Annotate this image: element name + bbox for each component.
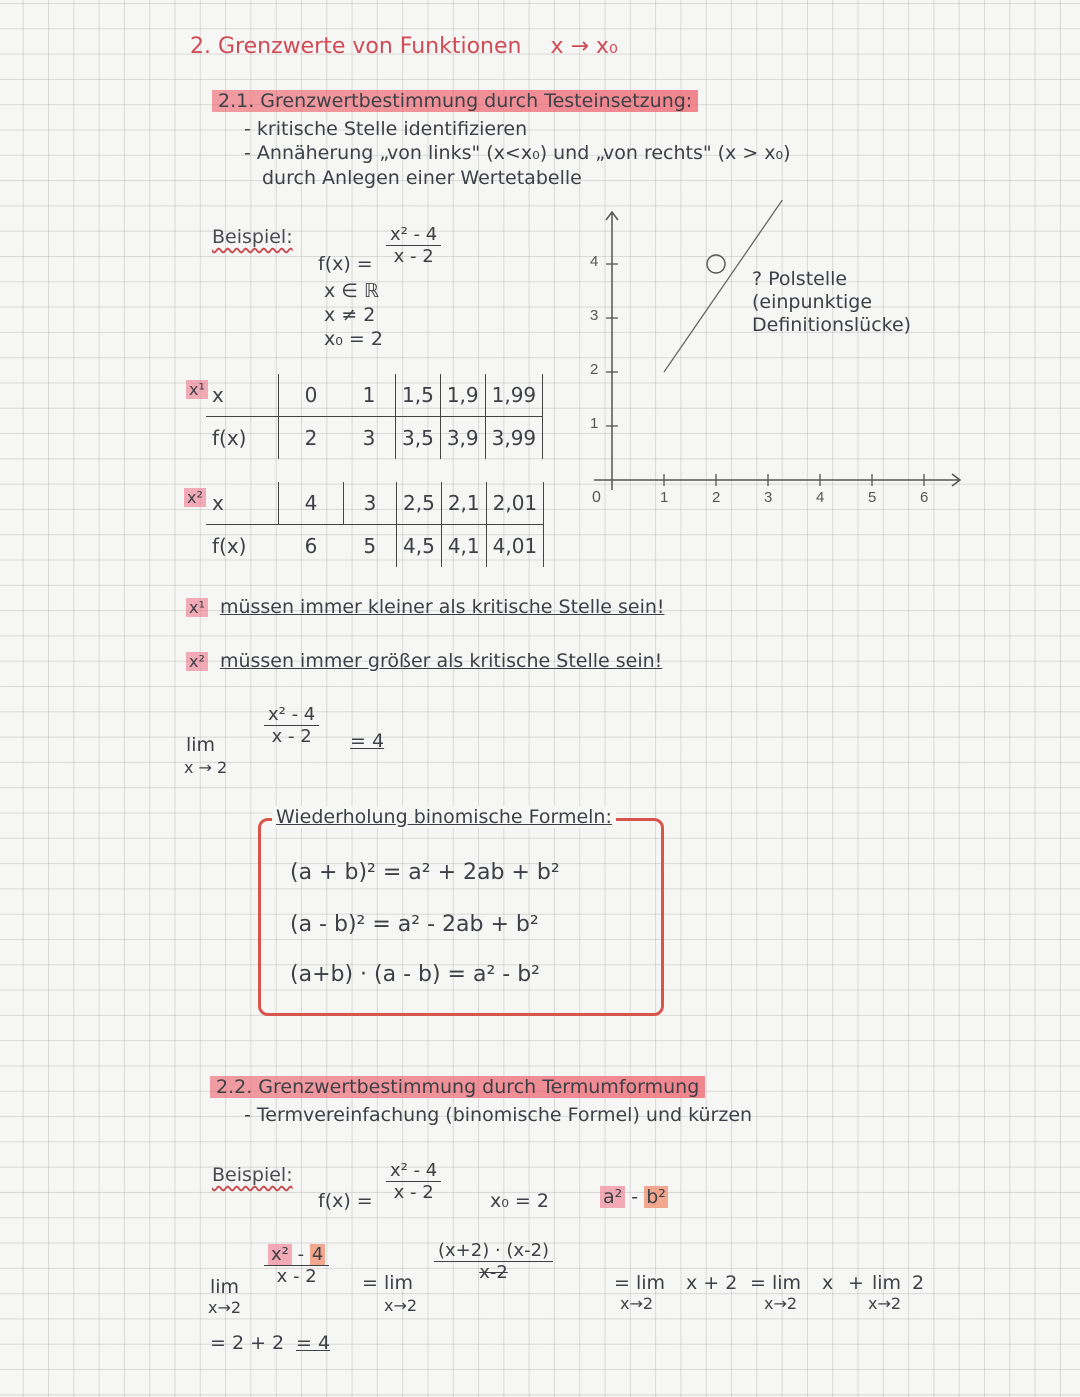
graph-origin: 0 — [592, 489, 601, 506]
calc-eq1: = lim — [362, 1272, 414, 1294]
binomial-formula-2: (a - b)² = a² - 2ab + b² — [290, 912, 539, 937]
table1-f-2: 3,5 — [396, 417, 441, 460]
limit-lim: lim — [186, 734, 216, 756]
section2-x0: x₀ = 2 — [490, 1190, 549, 1212]
table1-x-3: 1,9 — [440, 374, 485, 417]
x-tick-label: 3 — [764, 489, 773, 506]
graph-note-line-3: Definitionslücke) — [752, 314, 912, 336]
function-graph — [570, 200, 990, 520]
section2-function-denominator: x - 2 — [393, 1182, 434, 1203]
calc-sub: x→2 — [208, 1298, 242, 1317]
function-lhs: f(x) = — [318, 253, 373, 275]
condition-domain: x ∈ ℝ — [324, 280, 379, 302]
calc-sub2: x→2 — [620, 1294, 654, 1313]
table1-f-3: 3,9 — [440, 417, 485, 460]
marker-1: x¹ — [186, 380, 208, 399]
section2-bullet: - Termvereinfachung (binomische Formel) und kürzen — [244, 1104, 753, 1126]
value-table-right — [206, 482, 544, 567]
section2-hint — [600, 1186, 668, 1208]
y-tick-label: 4 — [590, 253, 599, 270]
condition-x0: x₀ = 2 — [324, 328, 383, 350]
calc-lim: lim — [210, 1276, 240, 1298]
calc-sub1: x→2 — [384, 1296, 418, 1315]
graph-note-line-1: ? Polstelle — [752, 268, 848, 290]
title-text: Grenzwerte von Funktionen — [218, 34, 522, 59]
x-tick-label: 5 — [868, 489, 877, 506]
title-number: 2. — [190, 34, 211, 59]
y-tick-label: 1 — [590, 415, 599, 432]
calc-denominator-1: x - 2 — [276, 1266, 317, 1287]
note-larger: x² müssen immer größer als kritische Stelle sein! — [186, 650, 662, 672]
table1-f-label: f(x) — [212, 426, 247, 450]
function-fraction — [386, 224, 441, 267]
table2-x-4: 2,01 — [486, 482, 544, 525]
section1-heading: 2.1. Grenzwertbestimmung durch Testeinsetzung: — [212, 90, 698, 112]
x-tick-label: 1 — [660, 489, 669, 506]
table2-x-0: 4 — [279, 482, 344, 525]
calc-expr4: 2 — [912, 1272, 925, 1294]
table1-f-0: 2 — [279, 417, 344, 460]
calc-num-sep: - — [291, 1244, 310, 1265]
x-tick-label: 4 — [816, 489, 825, 506]
limit-fraction — [264, 704, 319, 747]
section1-bullet-2: - Annäherung „von links" (x<x₀) und „von rechts" (x > x₀) — [244, 142, 791, 164]
binomial-formula-1: (a + b)² = a² + 2ab + b² — [290, 860, 560, 885]
limit-denominator: x - 2 — [271, 726, 312, 747]
table1-x-4: 1,99 — [485, 374, 543, 417]
y-tick-label: 3 — [590, 307, 599, 324]
table1-x-0: 0 — [279, 374, 344, 417]
note-smaller: x¹ müssen immer kleiner als kritische Stelle sein! — [186, 596, 665, 618]
calc-expr2: x + 2 — [686, 1272, 738, 1294]
table1-f-4: 3,99 — [485, 417, 543, 460]
calc-expr3: x — [822, 1272, 834, 1294]
hint-separator: - — [625, 1186, 645, 1208]
graph-note — [752, 268, 911, 337]
calc-fraction-2 — [434, 1240, 553, 1283]
table2-f-0: 6 — [304, 534, 318, 558]
calc-plus: + — [848, 1272, 864, 1294]
table2-f-1: 5 — [363, 534, 377, 558]
section2-function-fraction — [386, 1160, 441, 1203]
function-denominator: x - 2 — [393, 246, 434, 267]
marker-2: x² — [184, 488, 206, 507]
binomial-formula-3: (a+b) · (a - b) = a² - b² — [290, 962, 540, 987]
title-limit: x → x₀ — [550, 34, 618, 59]
table2-f-label: f(x) — [212, 534, 247, 558]
calc-eq4: lim — [872, 1272, 902, 1294]
condition-exclusion: x ≠ 2 — [324, 304, 376, 326]
table1-x-label: x — [212, 383, 224, 407]
calc-result: = 4 — [296, 1332, 331, 1354]
table1-f-1: 3 — [362, 426, 376, 450]
table2-x-label: x — [212, 491, 224, 515]
page-title — [190, 34, 618, 59]
calc-sub4: x→2 — [868, 1294, 902, 1313]
hint-a: a² — [600, 1186, 625, 1208]
definition-gap-circle — [707, 255, 725, 273]
limit-numerator: x² - 4 — [264, 704, 319, 726]
table2-f-2: 4,5 — [397, 525, 442, 568]
table2-f-3: 4,1 — [441, 525, 486, 568]
table2-f-4: 4,01 — [486, 525, 544, 568]
x-tick-label: 2 — [712, 489, 721, 506]
section2-example-label: Beispiel: — [212, 1164, 293, 1186]
calc-sub3: x→2 — [764, 1294, 798, 1313]
graph-note-line-2: (einpunktige — [752, 291, 873, 313]
section2-function-lhs: f(x) = — [318, 1190, 373, 1212]
table2-x-1: 3 — [344, 482, 397, 525]
value-table-left — [206, 374, 543, 459]
table2-x-3: 2,1 — [441, 482, 486, 525]
section1-bullet-1: - kritische Stelle identifizieren — [244, 118, 528, 140]
calc-num-4: 4 — [311, 1244, 324, 1265]
function-numerator: x² - 4 — [386, 224, 441, 246]
limit-sub: x → 2 — [184, 758, 228, 777]
limit-result: = 4 — [350, 730, 385, 752]
calc-eq2: = lim — [614, 1272, 666, 1294]
section2-heading: 2.2. Grenzwertbestimmung durch Termumformung — [210, 1076, 705, 1098]
calc-numerator-1 — [264, 1244, 329, 1266]
calc-num-x: x² — [268, 1244, 292, 1265]
calc-denominator-2: x-2 — [479, 1262, 508, 1283]
y-tick-label: 2 — [590, 361, 599, 378]
table1-x-2: 1,5 — [396, 374, 441, 417]
example-label: Beispiel: — [212, 226, 293, 248]
section1-bullet-3: durch Anlegen einer Wertetabelle — [262, 167, 582, 189]
calc-eq3: = lim — [750, 1272, 802, 1294]
calc-final: = 2 + 2 — [210, 1332, 285, 1354]
calc-numerator-2: (x+2) · (x-2) — [434, 1240, 553, 1262]
table1-x-1: 1 — [362, 383, 376, 407]
binomial-heading: Wiederholung binomische Formeln: — [272, 806, 616, 828]
x-tick-label: 6 — [920, 489, 929, 506]
table2-x-2: 2,5 — [397, 482, 442, 525]
section2-function-numerator: x² - 4 — [386, 1160, 441, 1182]
hint-b: b² — [646, 1186, 666, 1208]
calc-fraction-1 — [264, 1244, 329, 1287]
